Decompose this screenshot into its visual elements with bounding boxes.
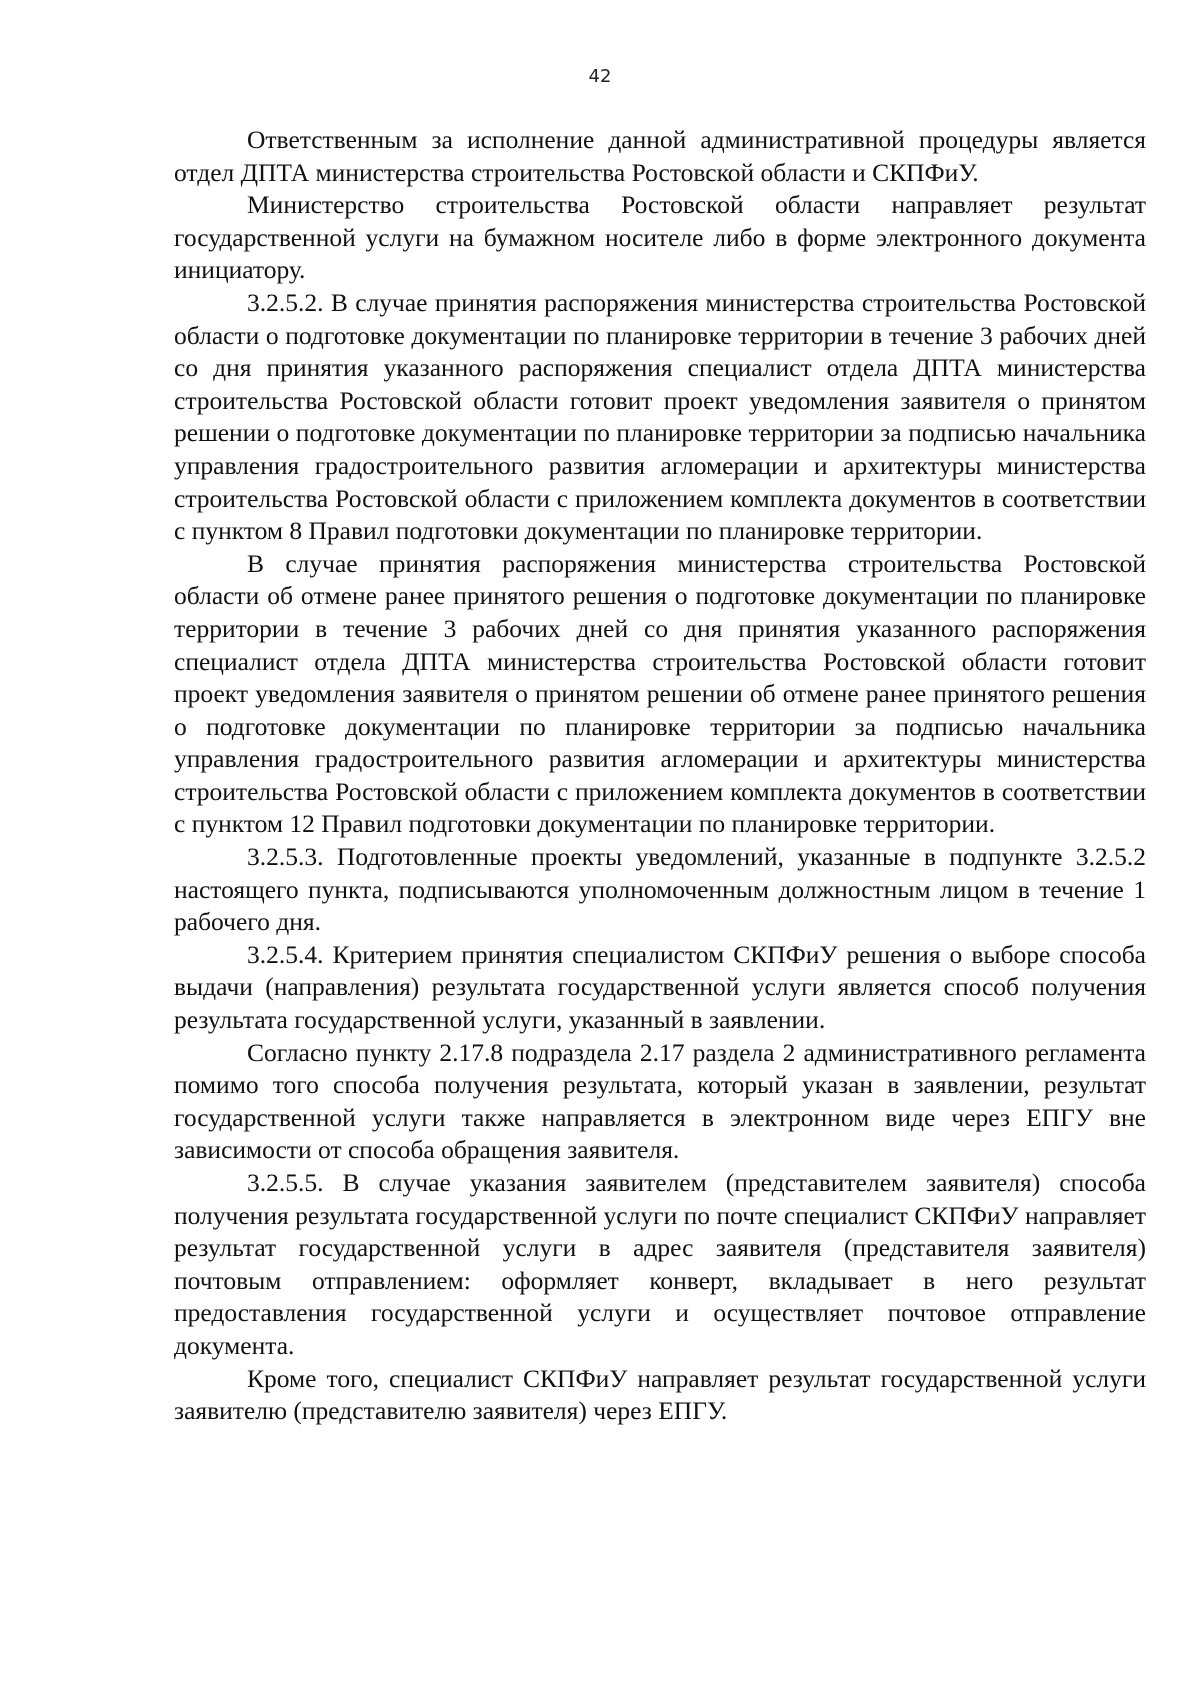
paragraph-ministry-sends-result: Министерство строительства Ростовской области направляет результат государственной услуги на бумажном носителе либо в форме электронного документа инициатору. xyxy=(174,190,1146,285)
paragraph-3-2-5-2: 3.2.5.2. В случае принятия распоряжения министерства строительства Ростовской области о подготовке документации по планировке территории в течение 3 рабочих дней со дня принятия указанного распоряжения специалист отдела ДПТА министерства строительства Ростовской области готовит проект уведомления заявителя о принятом решении о подготовке документации по планировке территории за подписью начальника управления градостроительного развития агломерации и архитектуры министерства строительства Ростовской области с приложением комплекта документов в соответствии с пунктом 8 Правил подготовки документации по планировке территории. xyxy=(174,287,1146,546)
paragraph-3-2-5-5: 3.2.5.5. В случае указания заявителем (представителем заявителя) способа получения результата государственной услуги по почте специалист СКПФиУ направляет результат государственной услуги в адрес заявителя (представителя заявителя) почтовым отправлением: оформляет конверт, вкладывает в него результат предоставления государственной услуги и осуществляет почтовое отправление документа. xyxy=(174,1168,1146,1360)
paragraph-responsible: Ответственным за исполнение данной административной процедуры является отдел ДПТА министерства строительства Ростовской области и СКПФиУ. xyxy=(174,125,1146,187)
document-body xyxy=(174,124,1146,1428)
paragraph-3-2-5-4: 3.2.5.4. Критерием принятия специалистом СКПФиУ решения о выборе способа выдачи (направления) результата государственной услуги является способ получения результата государственной услуги, указанный в заявлении. xyxy=(174,939,1146,1035)
paragraph-epgu-delivery: Кроме того, специалист СКПФиУ направляет результат государственной услуги заявителю (представителю заявителя) через ЕПГУ. xyxy=(174,1363,1146,1426)
paragraph-regulation-2-17-8: Согласно пункту 2.17.8 подраздела 2.17 раздела 2 административного регламента помимо того способа получения результата, который указан в заявлении, результат государственной услуги также направляется в электронном виде через ЕПГУ вне зависимости от способа обращения заявителя. xyxy=(174,1037,1146,1165)
paragraph-3-2-5-3: 3.2.5.3. Подготовленные проекты уведомлений, указанные в подпункте 3.2.5.2 настоящего пункта, подписываются уполномоченным должностным лицом в течение 1 рабочего дня. xyxy=(174,842,1146,937)
paragraph-cancellation-case: В случае принятия распоряжения министерства строительства Ростовской области об отмене ранее принятого решения о подготовке документации по планировке территории в течение 3 рабочих дней со дня принятия указанного распоряжения специалист отдела ДПТА министерства строительства Ростовской области готовит проект уведомления заявителя о принятом решении об отмене ранее принятого решения о подготовке документации по планировке территории за подписью начальника управления градостроительного развития агломерации и архитектуры министерства строительства Ростовской области с приложением комплекта документов в соответствии с пунктом 12 Правил подготовки документации по планировке территории. xyxy=(174,548,1146,839)
page-number: 42 xyxy=(588,66,612,87)
